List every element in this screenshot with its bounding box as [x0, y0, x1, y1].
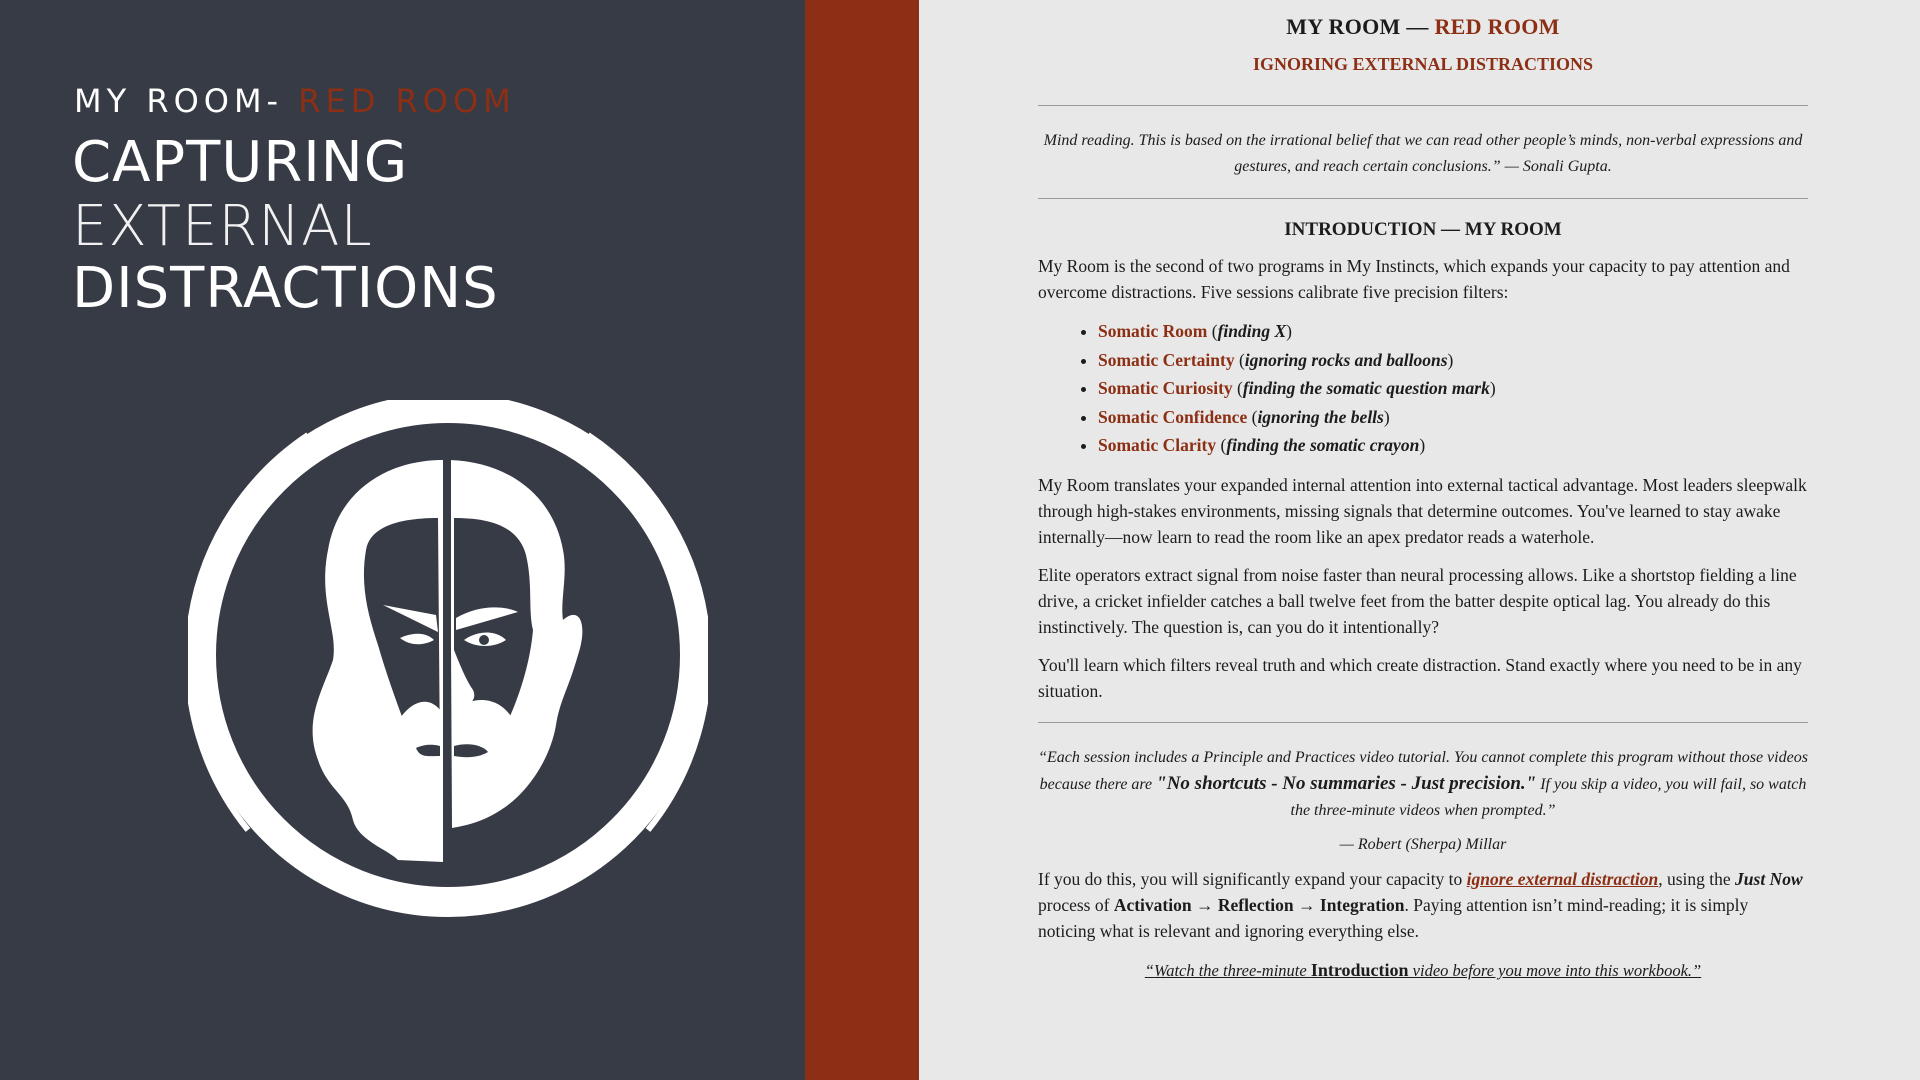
closing-paragraph	[1038, 866, 1808, 944]
body-paragraph-3: Elite operators extract signal from noise faster than neural processing allows. Like a shortstop fielding a line drive, a cricket infielder catches a ball twelve feet from the batter despite optical lag. You already do this instinctively. The question is, can you do it intentionally?	[1038, 564, 1797, 637]
list-item: • Somatic Clarity (finding the somatic crayon)	[1098, 431, 1808, 460]
program-list	[1038, 317, 1808, 460]
program-desc: finding X	[1217, 321, 1287, 341]
watch-text-a: “Watch the three-minute	[1144, 960, 1311, 980]
session-quote	[1038, 745, 1808, 824]
quote-text-b: If you skip a video, you will fail, so watch the three-minute videos when prompted.”	[1290, 775, 1807, 819]
quote-emphasis: "No shortcuts - No summaries - Just precision."	[1156, 772, 1537, 794]
program-name: Somatic Room	[1098, 321, 1208, 341]
document-content	[1038, 0, 1808, 981]
list-item: • Somatic Room (finding X)	[1098, 317, 1808, 346]
list-item: • Somatic Certainty (ignoring rocks and balloons)	[1098, 346, 1808, 375]
program-name: Somatic Confidence	[1098, 406, 1248, 427]
title-red: RED ROOM	[1434, 14, 1560, 39]
closing-text-b: , using the	[1658, 868, 1736, 889]
ignore-distraction-link[interactable]: ignore external distraction	[1466, 868, 1659, 889]
title-prefix: MY ROOM —	[1286, 14, 1435, 39]
process-steps: Activation → Reflection → Integration	[1113, 894, 1405, 915]
opening-quote: Mind reading. This is based on the irrational belief that we can read other people’s minds, non-verbal expressions and gestures, and reach certain conclusions.” — Sonali Gupta.	[1043, 132, 1803, 175]
body-paragraph-2: My Room translates your expanded internal attention into external tactical advantage. Most leaders sleepwalk through high-stakes environments, missing signals that determine outcomes. You've learned to stay awake internally—now learn to read the room like an apex predator reads a waterhole.	[1038, 474, 1807, 547]
just-now-term: Just Now	[1735, 868, 1803, 889]
program-name: Somatic Clarity	[1098, 435, 1217, 456]
accent-stripe	[805, 0, 919, 1080]
program-desc: ignoring the bells	[1257, 406, 1384, 427]
headline-line-3: DISTRACTIONS	[72, 256, 499, 321]
quote-text-a: “Each session includes a Principle and Practices video tutorial. You cannot complete this program without those videos because there are	[1038, 748, 1808, 793]
watch-text-b: video before you move into this workbook.”	[1408, 960, 1702, 980]
closing-text-d: . Paying attention isn’t mind-reading; it is simply noticing what is relevant and ignoring everything else.	[1038, 894, 1749, 941]
closing-text-a: If you do this, you will significantly expand your capacity to	[1038, 868, 1467, 889]
closing-text-c: process of	[1038, 894, 1114, 915]
quote-attribution: — Robert (Sherpa) Millar	[1339, 835, 1507, 853]
intro-heading: INTRODUCTION — MY ROOM	[1284, 219, 1562, 240]
headline-line-2: EXTERNAL	[72, 194, 373, 259]
kicker-prefix: MY ROOM-	[74, 82, 299, 120]
left-panel	[0, 0, 805, 1080]
body-paragraph-4: You'll learn which filters reveal truth and which create distraction. Stand exactly where you need to be in any situation.	[1038, 654, 1802, 701]
kicker	[74, 82, 516, 120]
watch-video-link[interactable]	[1038, 960, 1808, 981]
right-panel	[919, 0, 1920, 1080]
divider	[1038, 198, 1808, 199]
divider	[1038, 105, 1808, 106]
kicker-red: RED ROOM	[298, 82, 516, 120]
program-desc: finding the somatic crayon	[1226, 435, 1420, 456]
program-name: Somatic Curiosity	[1098, 378, 1233, 399]
page-title	[1038, 14, 1808, 40]
program-desc: ignoring rocks and balloons	[1244, 349, 1448, 370]
list-item: • Somatic Confidence (ignoring the bells)	[1098, 403, 1808, 432]
list-item: • Somatic Curiosity (finding the somatic question mark)	[1098, 374, 1808, 403]
program-desc: finding the somatic question mark	[1242, 378, 1490, 399]
intro-paragraph: My Room is the second of two programs in My Instincts, which expands your capacity to pay attention and overcome distractions. Five sessions calibrate five precision filters:	[1038, 256, 1790, 302]
watch-intro-term: Introduction	[1310, 959, 1409, 980]
program-name: Somatic Certainty	[1098, 349, 1235, 370]
divider	[1038, 722, 1808, 723]
headline-line-1: CAPTURING	[72, 130, 409, 195]
page-subtitle: IGNORING EXTERNAL DISTRACTIONS	[1252, 54, 1594, 74]
bearded-face-logo-icon	[188, 400, 708, 920]
